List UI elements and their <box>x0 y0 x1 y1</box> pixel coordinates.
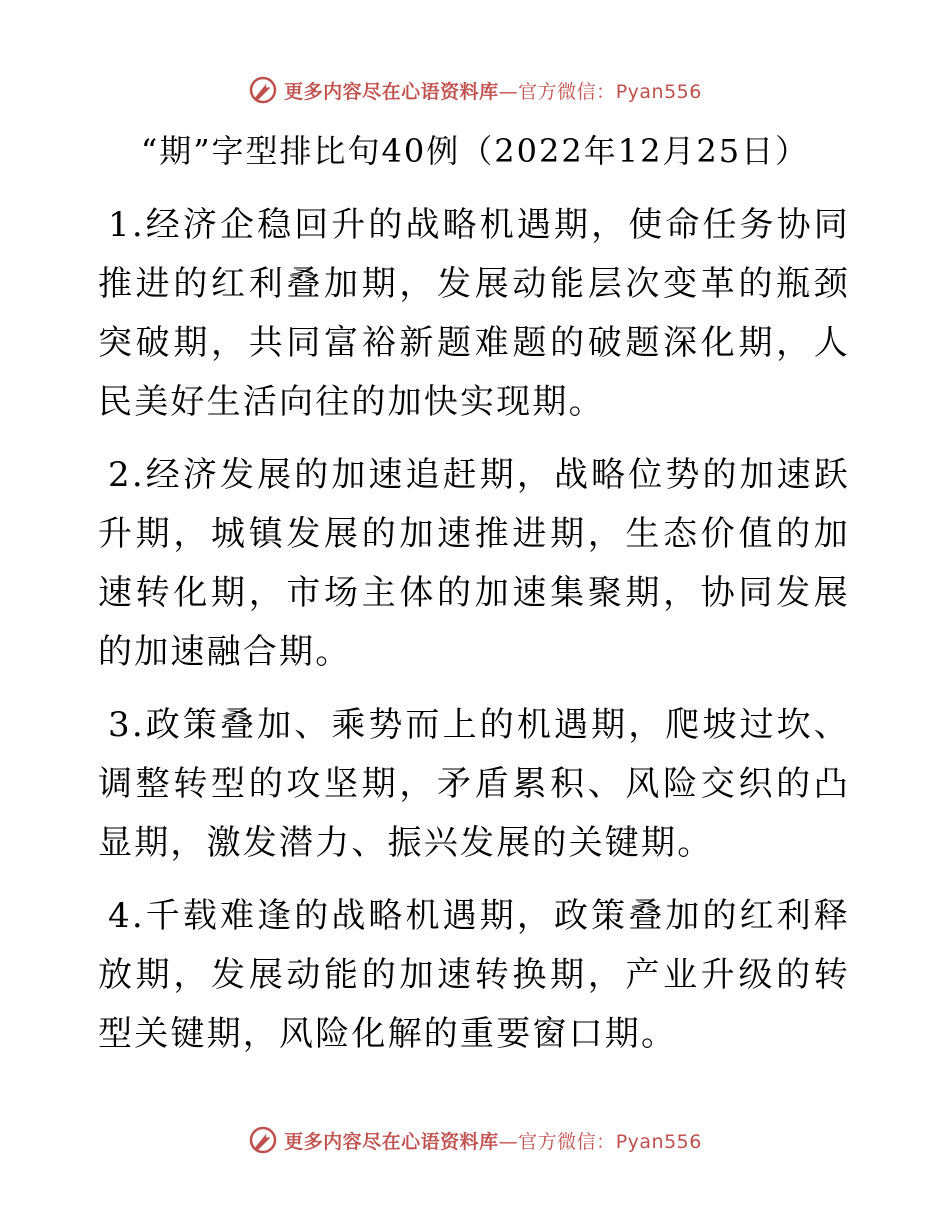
banner-dash: — <box>498 80 519 103</box>
paragraph-3: 3.政策叠加、乘势而上的机遇期，爬坡过坎、调整转型的攻坚期，矛盾累积、风险交织的凸显期，激发潜力、振兴发展的关键期。 <box>98 705 850 863</box>
pen-nib-circle-icon <box>248 75 278 105</box>
pen-nib-circle-icon <box>248 1125 278 1155</box>
paragraph-2: 2.经济发展的加速追赶期，战略位势的加速跃升期，城镇发展的加速推进期，生态价值的加速转化期，市场主体的加速集聚期，协同发展的加速融合期。 <box>98 455 850 672</box>
banner-main-text: 更多内容尽在心语资料库 <box>284 80 499 103</box>
paragraph-4: 4.千载难逢的战略机遇期，政策叠加的红利释放期，发展动能的加速转换期，产业升级的转型关键期，风险化解的重要窗口期。 <box>98 896 850 1054</box>
paragraph-1: 1.经济企稳回升的战略机遇期，使命任务协同推进的红利叠加期，发展动能层次变革的瓶颈突破期，共同富裕新题难题的破题深化期，人民美好生活向往的加快实现期。 <box>98 205 850 422</box>
banner-text <box>284 1127 702 1154</box>
document-body <box>98 196 850 1078</box>
banner-main-text: 更多内容尽在心语资料库 <box>284 1130 499 1153</box>
page-title: “期”字型排比句40例（2022年12月25日） <box>140 132 810 170</box>
banner-sub-text: 官方微信： <box>518 1130 616 1153</box>
header-banner <box>0 70 950 110</box>
footer-banner <box>0 1120 950 1160</box>
banner-wechat-id: Pyan556 <box>615 80 702 103</box>
banner-sub-text: 官方微信： <box>518 80 616 103</box>
banner-text <box>284 77 702 104</box>
banner-dash: — <box>498 1130 519 1153</box>
banner-wechat-id: Pyan556 <box>615 1130 702 1153</box>
